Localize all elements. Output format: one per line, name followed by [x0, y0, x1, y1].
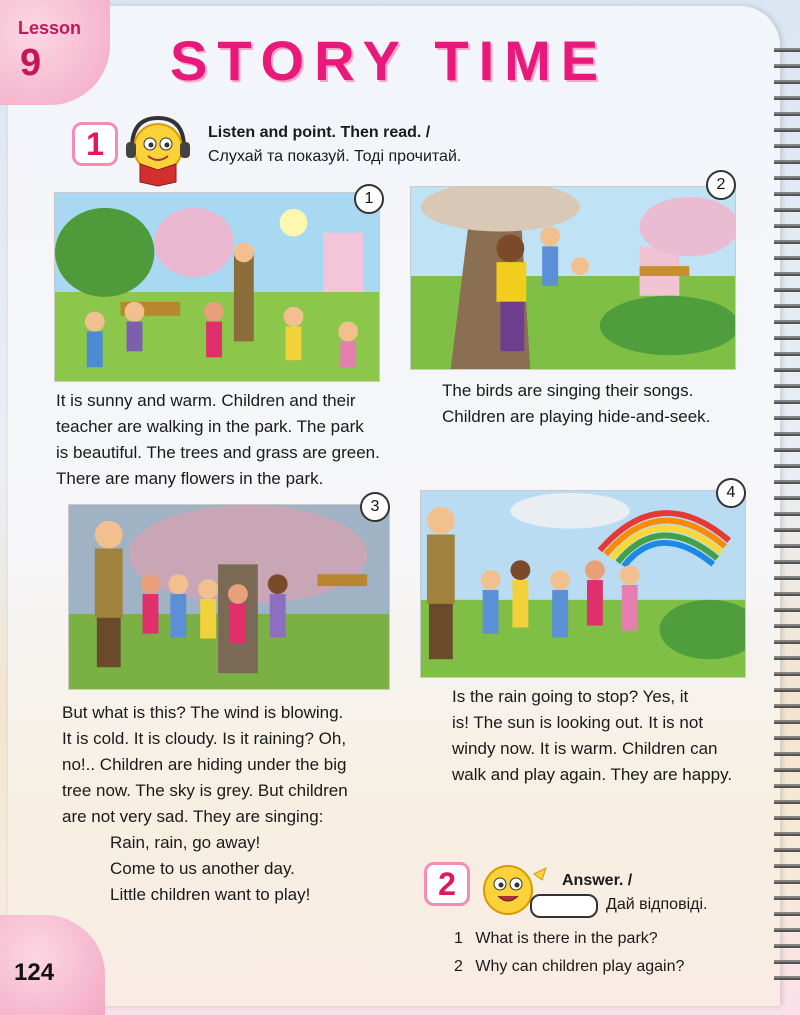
question-1-text: What is there in the park? [475, 930, 658, 947]
story-1-line-3: is beautiful. The trees and grass are green. [56, 443, 380, 462]
story-3-line-4: tree now. The sky is grey. But children [62, 781, 348, 800]
question-1-number: 1 [454, 930, 463, 947]
task1-instruction-en: Listen and point. Then read. / [208, 124, 431, 141]
rhyme [62, 830, 348, 908]
story-text-3 [62, 700, 348, 908]
story-4-line-3: windy now. It is warm. Children can [452, 739, 718, 758]
picture-4-number: 4 [716, 478, 746, 508]
story-3-line-3: no!.. Children are hiding under the big [62, 755, 347, 774]
task2-number-badge: 2 [424, 862, 470, 906]
spiral-binding [774, 40, 800, 980]
question-2-text: Why can children play again? [475, 958, 685, 975]
picture-3-number: 3 [360, 492, 390, 522]
story-4-line-1: Is the rain going to stop? Yes, it [452, 687, 689, 706]
story-1-line-4: There are many flowers in the park. [56, 469, 324, 488]
story-2-line-1: The birds are singing their songs. [442, 381, 694, 400]
question-2 [454, 958, 684, 976]
rhyme-line-1: Rain, rain, go away! [110, 833, 261, 852]
story-text-1 [56, 388, 380, 492]
task2-instruction-ua: Дай відповіді. [606, 896, 708, 913]
rhyme-line-2: Come to us another day. [110, 859, 295, 878]
page-number: 124 [14, 959, 55, 986]
story-3-line-1: But what is this? The wind is blowing. [62, 703, 344, 722]
story-3-line-5: are not very sad. They are singing: [62, 807, 324, 826]
story-picture-4 [420, 490, 746, 678]
task1-instruction-ua: Слухай та показуй. Тоді прочитай. [208, 148, 462, 165]
lesson-label: Lesson [18, 18, 82, 38]
story-1-line-1: It is sunny and warm. Children and their [56, 391, 356, 410]
story-text-2 [442, 378, 710, 430]
story-3-line-2: It is cold. It is cloudy. Is it raining? Oh, [62, 729, 347, 748]
story-text-4 [452, 684, 732, 788]
page-title: STORY TIME [170, 29, 609, 92]
story-4-line-2: is! The sun is looking out. It is not [452, 713, 704, 732]
story-picture-3 [68, 504, 390, 690]
task2-instruction-en: Answer. / [562, 872, 633, 889]
listening-smiley-icon [118, 112, 198, 188]
story-picture-1 [54, 192, 380, 382]
story-4-line-4: walk and play again. They are happy. [452, 765, 733, 784]
picture-2-number: 2 [706, 170, 736, 200]
rhyme-line-3: Little children want to play! [110, 885, 311, 904]
lesson-number: 9 [20, 42, 42, 84]
picture-1-number: 1 [354, 184, 384, 214]
task1-number-badge: 1 [72, 122, 118, 166]
story-1-line-2: teacher are walking in the park. The park [56, 417, 364, 436]
question-2-number: 2 [454, 958, 463, 975]
story-picture-2 [410, 186, 736, 370]
speech-bubble [530, 894, 598, 918]
story-2-line-2: Children are playing hide-and-seek. [442, 407, 711, 426]
question-1 [454, 930, 658, 948]
